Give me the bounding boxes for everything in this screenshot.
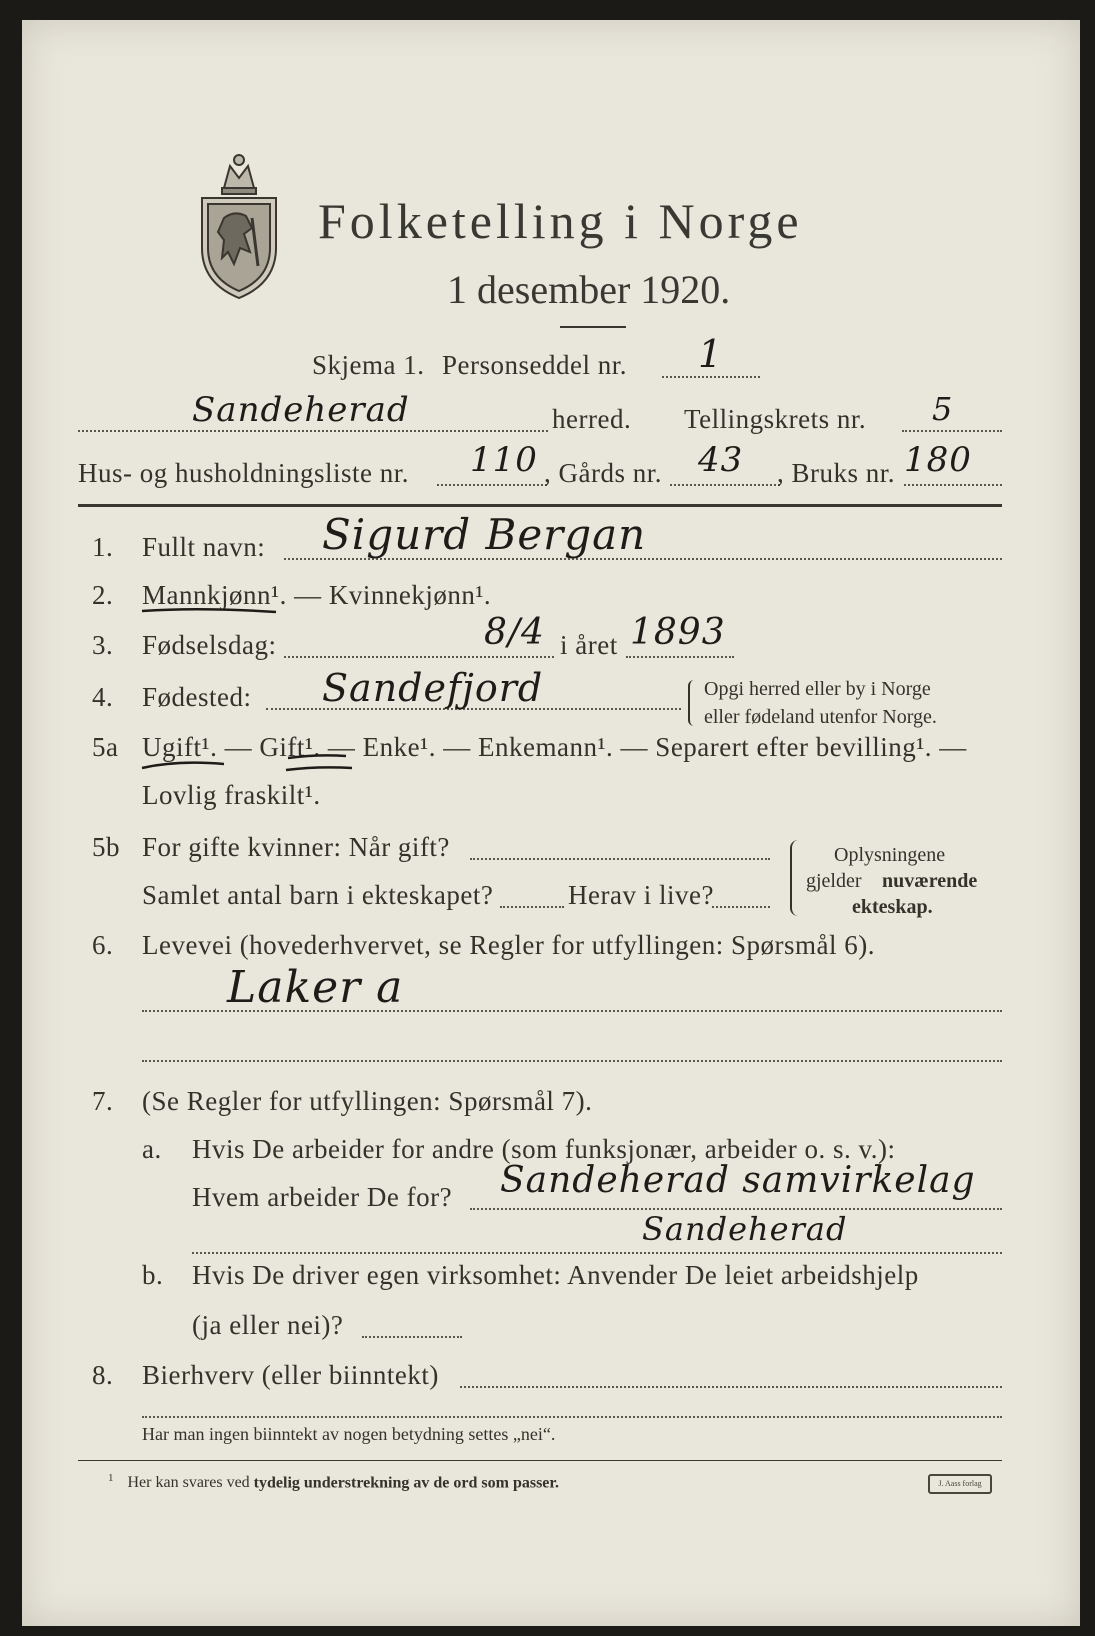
title-divider [560, 326, 626, 328]
q5b-number: 5b [92, 832, 120, 862]
marital-status-options-cont[interactable]: Lovlig fraskilt¹. [142, 780, 321, 810]
tellingskrets-field[interactable]: 5 [932, 390, 954, 428]
q7-label: (Se Regler for utfyllingen: Spørsmål 7). [142, 1086, 593, 1116]
census-date: 1 desember 1920. [447, 267, 731, 312]
q7b-line2: (ja eller nei)? [192, 1310, 344, 1340]
form-title: Folketelling i Norge [318, 193, 803, 249]
herred-label: herred. [552, 404, 632, 434]
q8-number: 8. [92, 1360, 114, 1390]
marital-status-marks [138, 748, 358, 778]
side-income-field[interactable] [460, 1386, 1002, 1388]
tellingskrets-label: Tellingskrets nr. [684, 404, 867, 434]
footnote-mark: 1 [108, 1472, 114, 1484]
occupation-label: Levevei (hovederhvervet, se Regler for utfyllingen: Spørsmål 6). [142, 930, 876, 960]
birth-date-field[interactable]: 8/4 [484, 612, 545, 653]
gender-options[interactable]: Mannkjønn¹. — Kvinnekjønn¹. [142, 580, 492, 610]
q7a-line2: Hvem arbeider De for? [192, 1182, 453, 1212]
q7a-line1: Hvis De arbeider for andre (som funksjonær, arbeider o. s. v.): [192, 1134, 896, 1164]
q4-number: 4. [92, 682, 114, 712]
birthplace-note-line2: eller fødeland utenfor Norge. [704, 706, 937, 728]
schema-label: Skjema 1. [312, 350, 425, 380]
gards-label: , Gårds nr. [544, 458, 662, 488]
side-income-extra-line[interactable] [142, 1416, 1002, 1418]
birthplace-note-line1: Opgi herred eller by i Norge [704, 678, 931, 700]
q3-label: Fødselsdag: [142, 630, 277, 660]
header-divider [78, 504, 1002, 507]
q1-number: 1. [92, 532, 114, 562]
occupation-field[interactable]: Laker a [227, 962, 404, 1013]
q3-number: 3. [92, 630, 114, 660]
gender-underline-mark [140, 605, 280, 617]
personseddel-number-field[interactable]: 1 [698, 332, 724, 376]
marriage-note-line2b: nuværende [882, 870, 978, 892]
hired-help-field[interactable] [362, 1336, 462, 1338]
year-label: i året [560, 630, 618, 660]
gards-field[interactable]: 43 [698, 440, 744, 480]
husliste-label: Hus- og husholdningsliste nr. [78, 458, 410, 488]
q7b-letter: b. [142, 1260, 164, 1290]
norwegian-coat-of-arms-icon [194, 148, 284, 308]
marital-status-options[interactable]: Ugift¹. — Gift¹. — Enke¹. — Enkemann¹. — Separert efter bevilling¹. — [142, 732, 967, 762]
footnote [108, 1472, 559, 1492]
married-women-label: For gifte kvinner: Når gift? [142, 832, 450, 862]
marriage-note-line2a: gjelder [806, 870, 862, 892]
q8-label: Bierhverv (eller biinntekt) [142, 1360, 439, 1390]
q2-number: 2. [92, 580, 114, 610]
employer-field[interactable]: Sandeherad samvirkelag [500, 1160, 976, 1201]
occupation-extra-line[interactable] [142, 1060, 1002, 1062]
printer-stamp: J. Aass forlag [928, 1474, 992, 1494]
marriage-note-line3: ekteskap. [852, 896, 933, 918]
children-alive-label: Herav i live? [568, 880, 714, 910]
q4-label: Fødested: [142, 682, 252, 712]
q7a-letter: a. [142, 1134, 162, 1164]
marriage-note-brace [790, 840, 800, 916]
q1-label: Fullt navn: [142, 532, 266, 562]
herred-field[interactable]: Sandeherad [192, 390, 410, 430]
personseddel-label: Personseddel nr. [442, 350, 627, 380]
bruks-label: , Bruks nr. [777, 458, 896, 488]
birth-year-field[interactable]: 1893 [630, 612, 726, 653]
side-income-note: Har man ingen biinntekt av nogen betydning settes „nei“. [142, 1424, 556, 1444]
married-date-field[interactable] [470, 858, 770, 860]
employer-field-line2[interactable]: Sandeherad [642, 1210, 848, 1248]
footnote-text-b: tydelig understrekning av de ord som passer. [253, 1474, 560, 1492]
bruks-field[interactable]: 180 [904, 440, 972, 480]
husliste-field[interactable]: 110 [470, 440, 538, 480]
children-total-label: Samlet antal barn i ekteskapet? [142, 880, 494, 910]
q6-number: 6. [92, 930, 114, 960]
marriage-note-line1: Oplysningene [834, 844, 946, 866]
q5a-number: 5a [92, 732, 119, 762]
birthplace-brace [688, 680, 698, 726]
census-form [22, 20, 1080, 1626]
footnote-divider [78, 1460, 1002, 1461]
footnote-text-a: Her kan svares ved [127, 1474, 250, 1492]
children-alive-field[interactable] [712, 906, 770, 908]
birthplace-field[interactable]: Sandefjord [322, 666, 544, 710]
children-total-field[interactable] [500, 906, 564, 908]
full-name-field[interactable]: Sigurd Bergan [322, 510, 647, 559]
q7-number: 7. [92, 1086, 114, 1116]
q7b-line1: Hvis De driver egen virksomhet: Anvender De leiet arbeidshjelp [192, 1260, 919, 1290]
